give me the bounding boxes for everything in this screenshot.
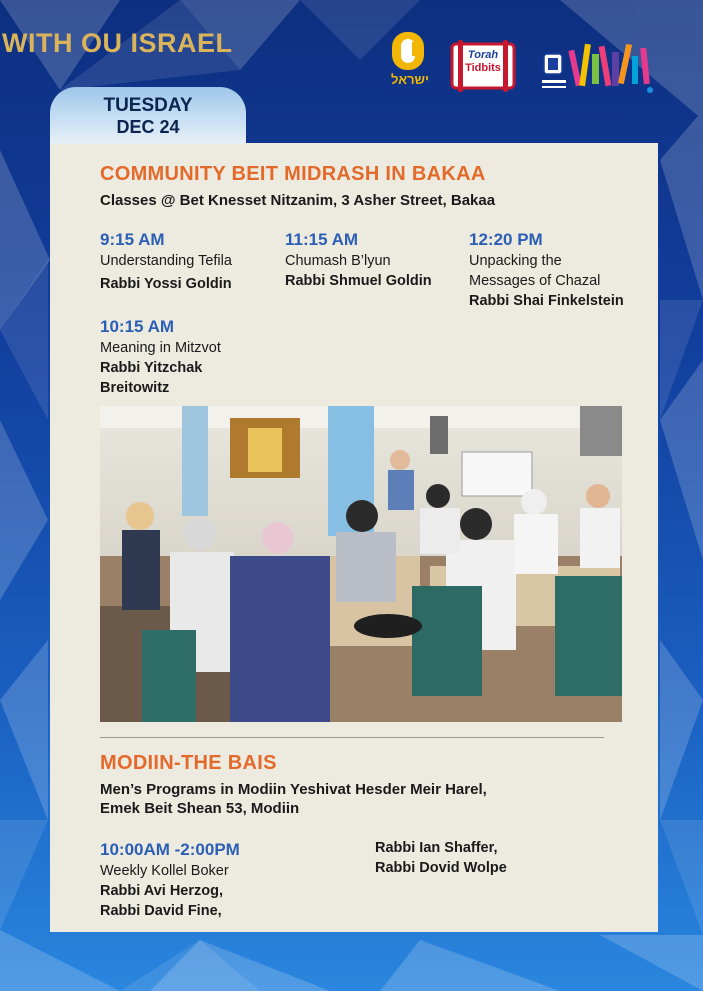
- class-topic: Messages of Chazal: [469, 273, 601, 289]
- ou-logo-text: ישראל: [391, 72, 429, 87]
- class-item: [285, 229, 432, 291]
- class-topic: Weekly Kollel Boker: [100, 863, 229, 879]
- class-item: [100, 316, 221, 398]
- ou-israel-logo: [388, 30, 432, 92]
- section2-title: MODIIN-THE BAIS: [100, 752, 277, 774]
- class-time: 12:20 PM: [469, 230, 543, 249]
- class-rabbi: Rabbi Yitzchak: [100, 360, 203, 376]
- class-item: [375, 838, 507, 878]
- class-item: [100, 229, 232, 294]
- class-time: 10:15 AM: [100, 317, 175, 336]
- header-title: WITH OU ISRAEL: [2, 28, 233, 58]
- class-time: 9:15 AM: [100, 230, 165, 249]
- section2-subtitle-line2: Emek Beit Shean 53, Modiin: [100, 800, 300, 817]
- class-rabbi: Rabbi Dovid Wolpe: [375, 860, 507, 876]
- date-label: DEC 24: [116, 117, 180, 137]
- class-topic: Understanding Tefila: [100, 253, 232, 269]
- class-rabbi: Rabbi Ian Shaffer,: [375, 840, 498, 856]
- day-label: TUESDAY: [103, 95, 193, 116]
- jerusalem-logo: [538, 40, 656, 96]
- class-topic: Chumash B’lyun: [285, 253, 391, 269]
- class-time: 11:15 AM: [285, 230, 359, 249]
- class-rabbi: Rabbi Shmuel Goldin: [285, 273, 432, 289]
- section1-title: COMMUNITY BEIT MIDRASH IN BAKAA: [100, 163, 486, 185]
- class-topic: Meaning in Mitzvot: [100, 340, 221, 356]
- section2-subtitle-line1: Men’s Programs in Modiin Yeshivat Hesder Meir Harel,: [100, 781, 487, 798]
- class-rabbi: Rabbi Avi Herzog,: [100, 883, 223, 899]
- class-time: 10:00AM -2:00PM: [100, 840, 240, 859]
- class-rabbi: Rabbi Yossi Goldin: [100, 276, 232, 292]
- section-divider: [100, 737, 604, 738]
- classroom-photo: [100, 406, 622, 722]
- class-rabbi: Rabbi Shai Finkelstein: [469, 293, 624, 309]
- class-rabbi: Rabbi David Fine,: [100, 903, 222, 919]
- class-item: [469, 229, 624, 311]
- class-topic: Unpacking the: [469, 253, 562, 269]
- schedule-card: [50, 143, 658, 932]
- section1-subtitle: Classes @ Bet Knesset Nitzanim, 3 Asher Street, Bakaa: [100, 192, 496, 209]
- class-item: [100, 839, 240, 921]
- torah-tidbits-logo: [450, 40, 516, 92]
- date-tab: [50, 87, 246, 144]
- tt-logo-bottom: Tidbits: [465, 62, 501, 74]
- tt-logo-top: Torah: [467, 49, 499, 61]
- class-rabbi: Breitowitz: [100, 380, 170, 396]
